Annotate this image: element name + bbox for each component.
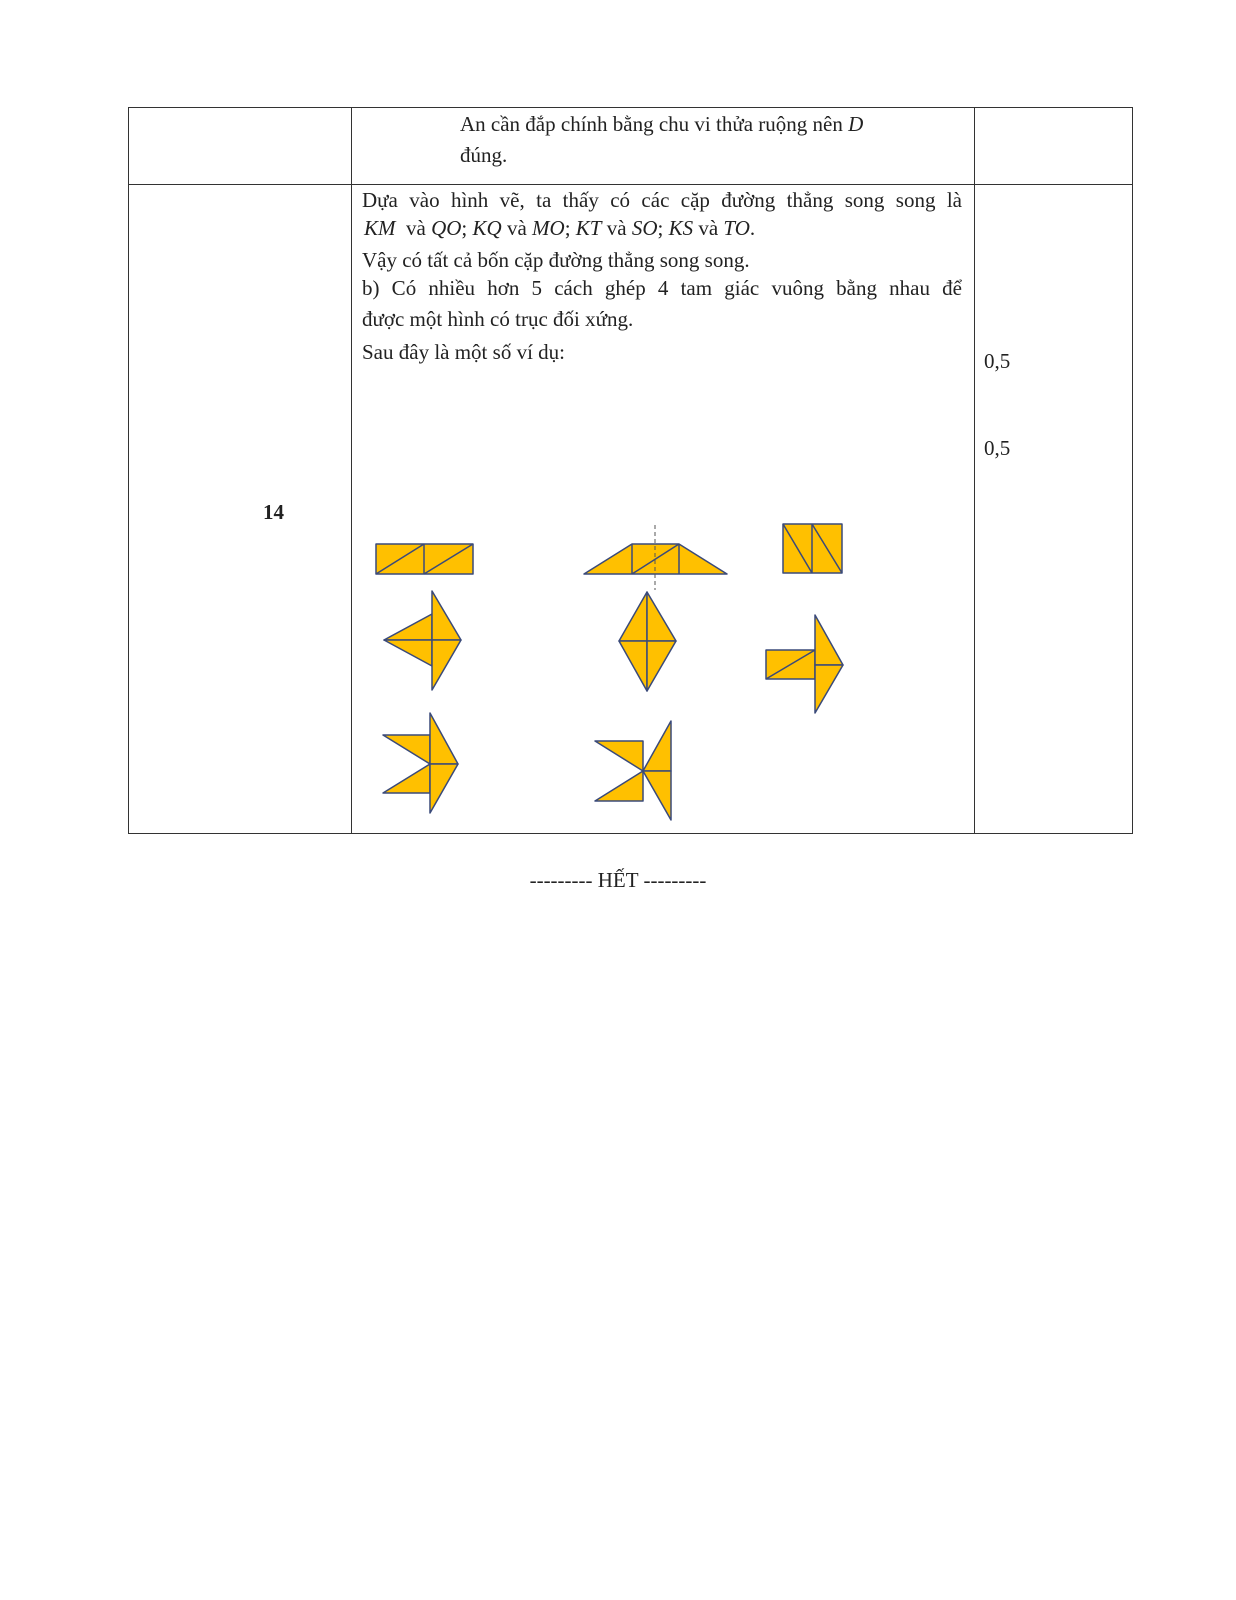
separator: .	[749, 216, 756, 240]
figure-kite	[384, 591, 461, 690]
segment-label: QO	[431, 216, 462, 240]
conjunction: và	[406, 216, 426, 240]
separator: ;	[461, 216, 468, 240]
conjunction: và	[506, 216, 527, 240]
separator: ;	[657, 216, 664, 240]
score-1: 0,5	[984, 349, 1011, 373]
segment-label: KQ	[472, 216, 502, 240]
segment-label: MO	[532, 216, 565, 240]
segment-label: KT	[575, 216, 602, 240]
question-number: 14	[263, 500, 284, 524]
figure-double-arrow	[383, 713, 458, 813]
figure-rectangle-wide	[376, 544, 473, 574]
top-row-line-2: đúng.	[460, 143, 508, 167]
segment-label: KM	[364, 216, 396, 240]
conjunction: và	[698, 216, 719, 240]
answer-line-4: b) Có nhiều hơn 5 cách ghép 4 tam giác vuông bằng nhau để	[362, 276, 962, 300]
conjunction: và	[606, 216, 627, 240]
segment-label: SO	[631, 216, 658, 240]
segment-label: KS	[668, 216, 694, 240]
answer-line-6: Sau đây là một số ví dụ:	[362, 340, 565, 364]
figure-rhombus	[619, 592, 676, 691]
figure-square	[783, 524, 842, 573]
answer-line-5: được một hình có trục đối xứng.	[362, 307, 634, 331]
segment-label: TO	[723, 216, 750, 240]
answer-line-3: Vậy có tất cả bốn cặp đường thẳng song song.	[362, 248, 750, 272]
answer-line-1: Dựa vào hình vẽ, ta thấy có các cặp đường thẳng song song là	[362, 188, 962, 212]
end-marker: --------- HẾT ---------	[529, 868, 707, 892]
figure-arrow-right	[766, 615, 843, 713]
top-row-text: An cần đắp chính bằng chu vi thửa ruộng nên	[460, 112, 843, 136]
figure-bow	[595, 721, 671, 820]
separator: ;	[564, 216, 571, 240]
score-2: 0,5	[984, 436, 1011, 460]
figure-trapezoid	[584, 525, 727, 590]
variable-d: D	[848, 112, 864, 136]
